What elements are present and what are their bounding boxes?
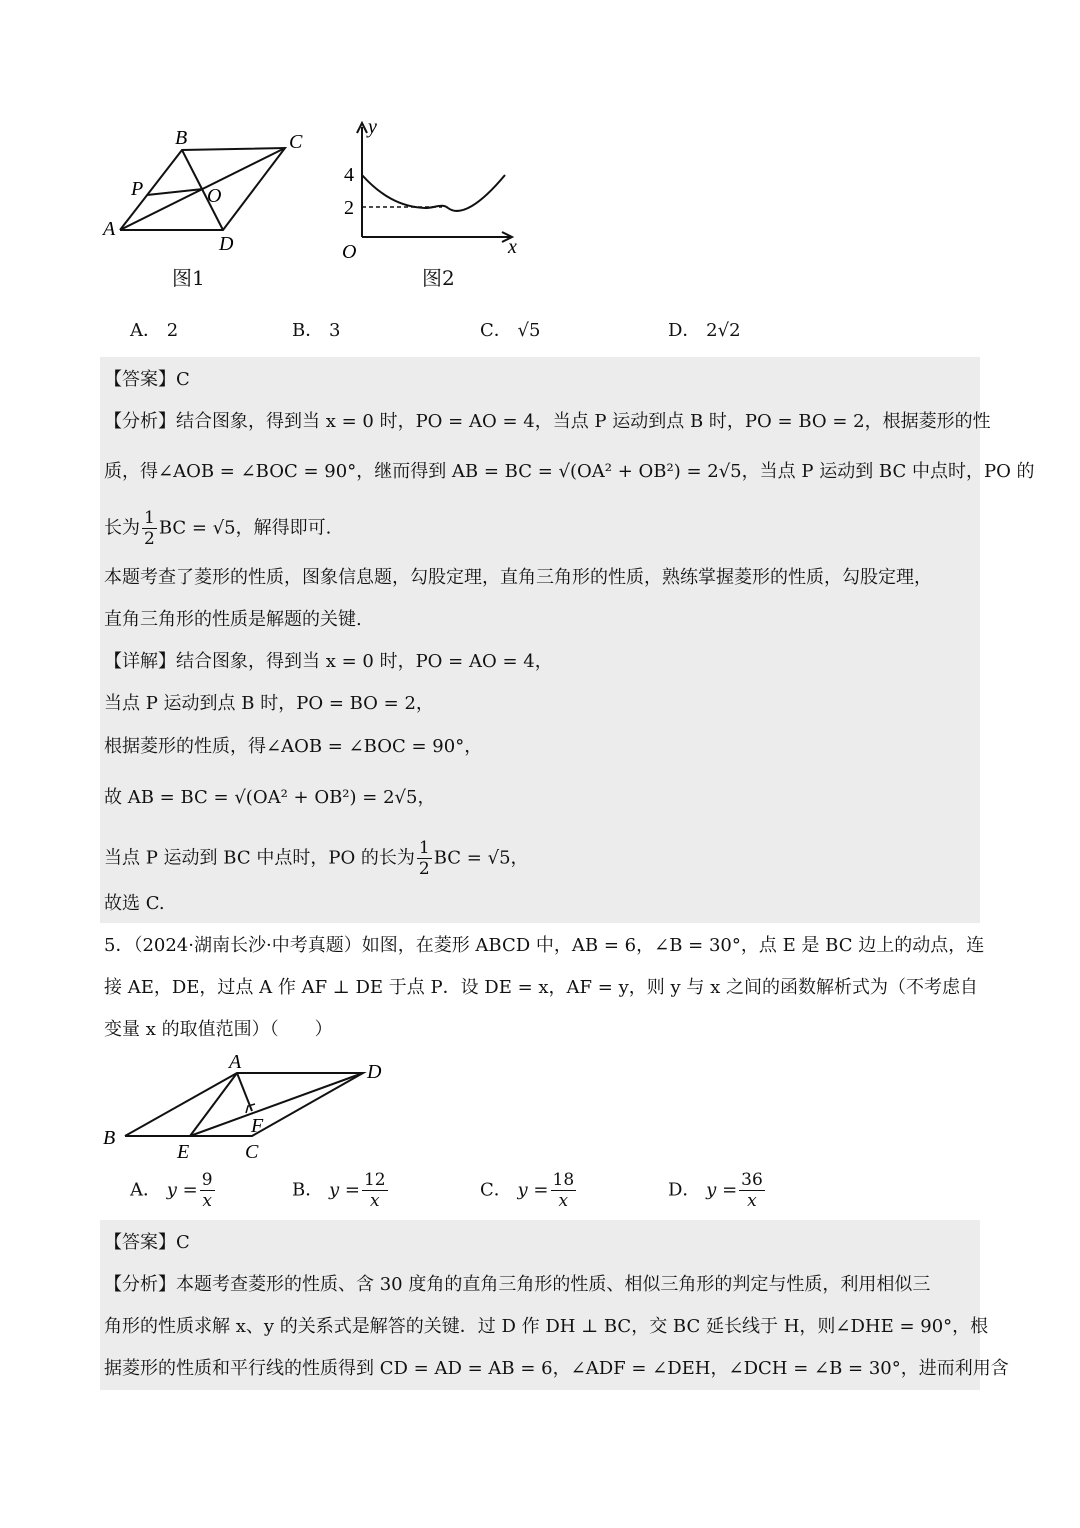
q4-detail-line4: 故 AB = BC = √(OA² + OB²) = 2√5， xyxy=(104,787,436,808)
q4-detail-fraction: $\frac{1}{2}$ xyxy=(418,838,430,879)
q5-stem-line2: 接 AE，DE，过点 A 作 AF ⊥ DE 于点 P．设 DE = x，AF = y，则 y 与 x 之间的函数解析式为（不考虑自 xyxy=(104,977,978,998)
q5-stem-line1: 5．（2024·湖南长沙·中考真题）如图，在菱形 ABCD 中，AB = 6，∠B = 30°，点 E 是 BC 边上的动点，连 xyxy=(104,935,985,956)
figure2-graph xyxy=(330,115,530,265)
q5-option-b: B． y = $\frac{12}{x}$ xyxy=(292,1170,386,1211)
q4-detail-line6: 故选 C. xyxy=(104,893,165,914)
q5-option-d: D． y = $\frac{36}{x}$ xyxy=(668,1170,763,1211)
q4-detail-line5: 当点 P 运动到 BC 中点时，PO 的长为 $\frac{1}{2}$ BC = √5， xyxy=(104,838,529,879)
q4-analysis-line1: 【分析】结合图象，得到当 x = 0 时，PO = AO = 4，当点 P 运动到点 B 时，PO = BO = 2，根据菱形的性 xyxy=(104,411,991,432)
q4-analysis-line5: 直角三角形的性质是解题的关键. xyxy=(104,609,362,630)
q5-figure-rhombus xyxy=(95,1048,395,1168)
q5-analysis-line2: 角形的性质求解 x、y 的关系式是解答的关键．过 D 作 DH ⊥ BC，交 BC 延长线于 H，则∠DHE = 90°，根 xyxy=(104,1316,989,1337)
q4-option-c: C． √5 xyxy=(480,320,541,341)
fig1-label-A: A xyxy=(103,218,116,240)
figure2-caption: 图2 xyxy=(422,266,455,290)
q5-option-c: C． y = $\frac{18}{x}$ xyxy=(480,1170,575,1211)
q4-detail-line3: 根据菱形的性质，得∠AOB = ∠BOC = 90°， xyxy=(104,736,483,757)
q5-analysis-line1: 【分析】本题考查菱形的性质、含 30 度角的直角三角形的性质、相似三角形的判定与性质，利用相似三 xyxy=(104,1274,931,1295)
figure1-caption: 图1 xyxy=(172,266,205,290)
q5-fig-label-E: E xyxy=(177,1141,190,1163)
q4-option-b: B． 3 xyxy=(292,320,341,341)
fig2-tick-4: 4 xyxy=(344,164,354,186)
q4-analysis-line4: 本题考查了菱形的性质，图象信息题，勾股定理，直角三角形的性质，熟练掌握菱形的性质，勾股定理， xyxy=(104,567,932,588)
fig2-axis-x: x xyxy=(508,236,517,258)
q4-analysis-fraction: $\frac{1}{2}$ xyxy=(144,508,155,549)
q4-detail-line2: 当点 P 运动到点 B 时，PO = BO = 2， xyxy=(104,693,434,714)
fig1-label-C: C xyxy=(289,131,303,153)
q5-analysis-line3: 据菱形的性质和平行线的性质得到 CD = AD = AB = 6，∠ADF = ∠DEH，∠DCH = ∠B = 30°，进而利用含 xyxy=(104,1358,1009,1379)
fig1-label-P: P xyxy=(131,178,144,200)
q4-answer: 【答案】C xyxy=(104,369,190,390)
q5-answer: 【答案】C xyxy=(104,1232,190,1253)
q4-detail-line1: 【详解】结合图象，得到当 x = 0 时，PO = AO = 4， xyxy=(104,651,553,672)
fig2-tick-2: 2 xyxy=(344,197,354,219)
fig1-label-B: B xyxy=(175,127,188,149)
q4-analysis-line3: 长为 $\frac{1}{2}$ BC = √5，解得即可. xyxy=(104,508,332,549)
fig1-label-D: D xyxy=(219,233,234,255)
q4-analysis-line2: 质，得∠AOB = ∠BOC = 90°，继而得到 AB = BC = √(OA² + OB²) = 2√5，当点 P 运动到 BC 中点时，PO 的 xyxy=(104,461,1035,482)
figure1-rhombus xyxy=(95,120,325,290)
fig2-origin: O xyxy=(342,241,357,263)
q5-option-a: A． y = $\frac{9}{x}$ xyxy=(130,1170,213,1211)
q5-fig-label-F: F xyxy=(251,1115,264,1137)
fig2-axis-y: y xyxy=(368,116,377,138)
q5-fig-label-D: D xyxy=(367,1061,382,1083)
q5-fig-label-A: A xyxy=(229,1051,242,1073)
q5-stem-line3: 变量 x 的取值范围）（ ） xyxy=(104,1019,333,1040)
q5-fig-label-B: B xyxy=(103,1127,116,1149)
q4-option-d: D． 2√2 xyxy=(668,320,741,341)
q5-fig-label-C: C xyxy=(245,1141,259,1163)
fig1-label-O: O xyxy=(207,185,222,207)
q4-option-a: A． 2 xyxy=(130,320,179,341)
